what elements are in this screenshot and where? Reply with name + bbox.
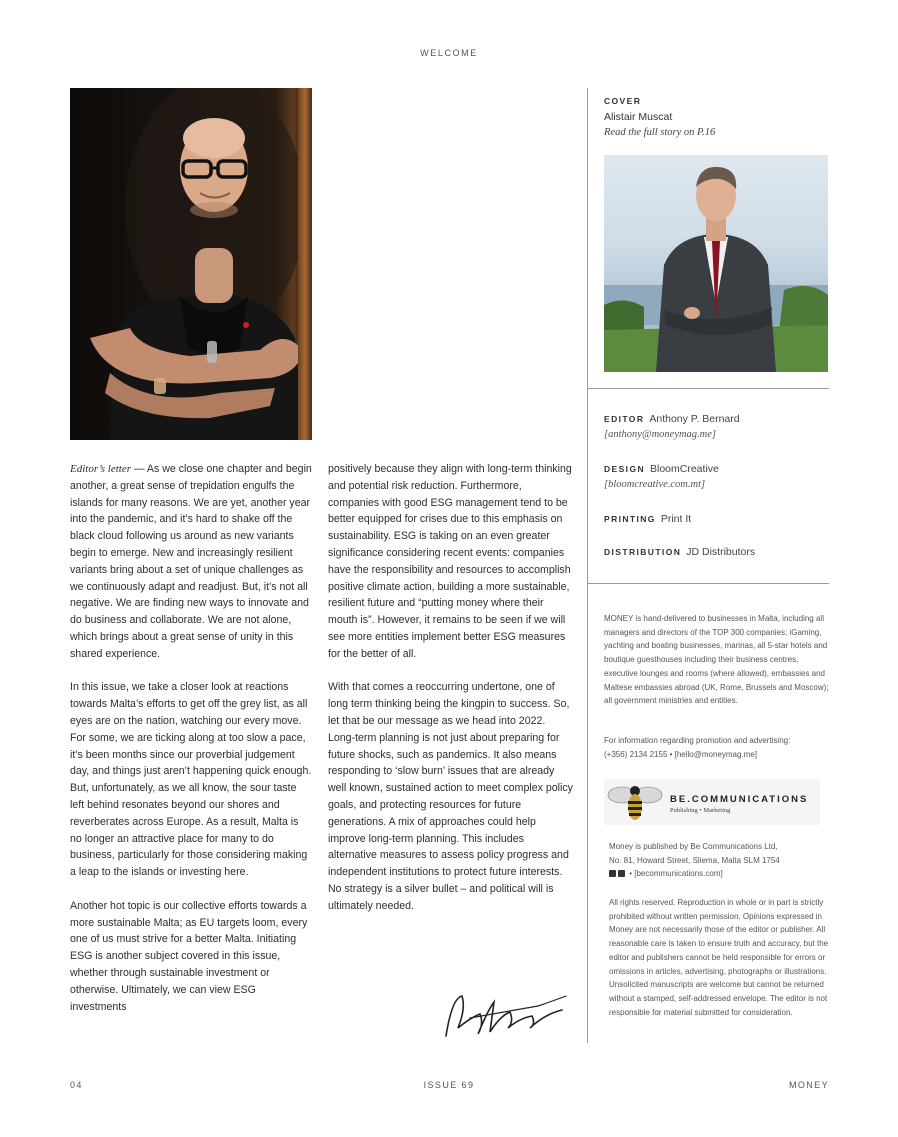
printing-name: Print It — [660, 513, 692, 525]
letter-paragraph-1 — [70, 461, 312, 663]
publisher-tagline: Publishing • Marketing — [670, 807, 731, 814]
promotion-line-1: For information regarding promotion and advertising: — [604, 736, 791, 745]
issue-number: ISSUE 69 — [423, 1080, 475, 1090]
cover-photo — [604, 155, 828, 372]
editor-credit — [604, 413, 740, 425]
section-header: WELCOME — [420, 48, 478, 58]
letter-paragraph-2: In this issue, we take a closer look at reactions towards Malta’s efforts to get off the grey list, as all eyes are on the nation, watching our every move. For some, we are ticking along at too slow a pace, it’s been months since our proverbial judgement day, and things just aren’t happening quick enough. But, unfortunately, as we all know, the sour taste left behind resonates beyond our shores and reverberates across Europe. As a result, Malta is no longer an attractive place for many to do business, particularly for those considering making a leap to the islands or investing here. — [70, 681, 312, 879]
door-frame — [298, 88, 312, 440]
design-name: BloomCreative — [650, 463, 719, 475]
editor-email[interactable]: [anthony@moneymag.me] — [604, 429, 717, 440]
publisher-address: No. 81, Howard Street, Sliema, Malta SLM 1754 — [609, 855, 780, 865]
cover-reference: Read the full story on P.16 — [604, 127, 716, 138]
editor-signature — [440, 988, 570, 1043]
page-number: 04 — [70, 1080, 83, 1090]
editor-photo — [70, 88, 312, 440]
publisher-url[interactable]: • [becommunications.com] — [629, 869, 723, 879]
distribution-name: JD Distributors — [686, 546, 756, 558]
sidebar-rule-1 — [587, 388, 829, 389]
letter-paragraph-1-text: — As we close one chapter and begin another, a great sense of trepidation engulfs the islands for many reasons. We are yet, another year into the pandemic, and it’s hard to shake off the black cloud following us around as new variants begin to emerge. New and increasingly resilient variants bring about a set of unique challenges as we continuously adapt and readjust. But, it’s not all negative. We are finding new ways to innovate and do business and collaborate. We are not alone, which brings about a great sense of unity in this shared experience. — [70, 463, 312, 660]
editor-name: Anthony P. Bernard — [649, 413, 740, 425]
publication-name: MONEY — [788, 1080, 829, 1090]
letter-lead: Editor’s letter — [70, 463, 132, 475]
letter-paragraph-5: With that comes a reoccurring undertone, one of long term thinking being the kingpin to success. So, let that be our message as we head into 2022. Long-term planning is not just about preparing for future shocks, such as pandemics. It also means responding to ‘slow burn’ issues that are already well known, sustained action to meet complex policy goals, and protecting resources for future generations. A mix of approaches could help improve long-term planning. This includes alternative measures to assess policy progress and independent institutions to protect future interests. No strategy is a silver bullet – and political will is ultimately needed. — [328, 681, 573, 912]
letter-paragraph-3: Another hot topic is our collective efforts towards a more sustainable Malta; as EU targets loom, every one of us must strive for a better Malta. Initiating ESG is another subject covered in this issue, whether through sustainable investment or otherwise. Ultimately, we can view ESG investments — [70, 899, 308, 1013]
distribution-label: DISTRIBUTION — [604, 547, 682, 557]
letter-column-1 — [70, 461, 312, 1032]
cover-label: COVER — [604, 96, 642, 106]
publisher-name: BE.COMMUNICATIONS — [670, 794, 809, 805]
publisher-info — [609, 840, 834, 881]
linkedin-icon[interactable] — [618, 870, 625, 877]
promotion-contact[interactable]: (+356) 2134 2155 • [hello@moneymag.me] — [604, 749, 758, 759]
publisher-line-1: Money is published by Be Communications Ltd, — [609, 842, 778, 851]
design-url[interactable]: [bloomcreative.com.mt] — [604, 479, 706, 490]
editor-label: EDITOR — [604, 414, 645, 424]
publisher-logo — [604, 779, 820, 825]
design-credit — [604, 463, 719, 475]
delivery-info: MONEY is hand-delivered to businesses in Malta, including all managers and directors of the TOP 300 companies; iGaming, yachting and boating businesses, marinas, all 5-star hotels and boutique guesthouses including their business centres, executive lounges and rooms (where allowed), embassies and Maltese embassies abroad (UK, Rome, Brussels and Moscow); all government ministries and entities. — [604, 614, 829, 706]
distribution-credit — [604, 546, 755, 558]
letter-column-2 — [328, 461, 573, 931]
bee-icon — [606, 781, 664, 823]
editor-portrait-illustration — [70, 88, 312, 440]
promotion-info — [604, 734, 832, 761]
design-label: DESIGN — [604, 464, 645, 474]
rights-notice: All rights reserved. Reproduction in whole or in part is strictly prohibited without written permission. Opinions expressed in Money are not necessarily those of the editor or publisher. All reasonable care is taken to ensure truth and accuracy, but the editor and publishers cannot be held responsible for errors or omissions in articles, advertising, photographs or illustrations. Unsolicited manuscripts are welcome but cannot be returned without a stamped, self-addressed envelope. The editor is not responsible for material submitted for consideration. — [609, 898, 829, 1017]
letter-paragraph-4: positively because they align with long-term thinking and potential risk reduction. Furthermore, companies with good ESG management tend to be better equipped for crises due to this emphasis on sustainability. ESG is taking on an even greater significance considering recent events: companies have the responsibility and resources to accomplish positive climate action, building a more sustainable, resilient future and “putting money where their mouth is”. However, it remains to be seen if we will see more entities implement better ESG measures for the better of all. — [328, 463, 572, 660]
printing-credit — [604, 513, 691, 525]
printing-label: PRINTING — [604, 514, 656, 524]
sidebar-rule-2 — [587, 583, 829, 584]
publisher-web — [609, 867, 834, 881]
sidebar-divider — [587, 88, 588, 1043]
cover-name: Alistair Muscat — [604, 111, 673, 123]
facebook-icon[interactable] — [609, 870, 616, 877]
